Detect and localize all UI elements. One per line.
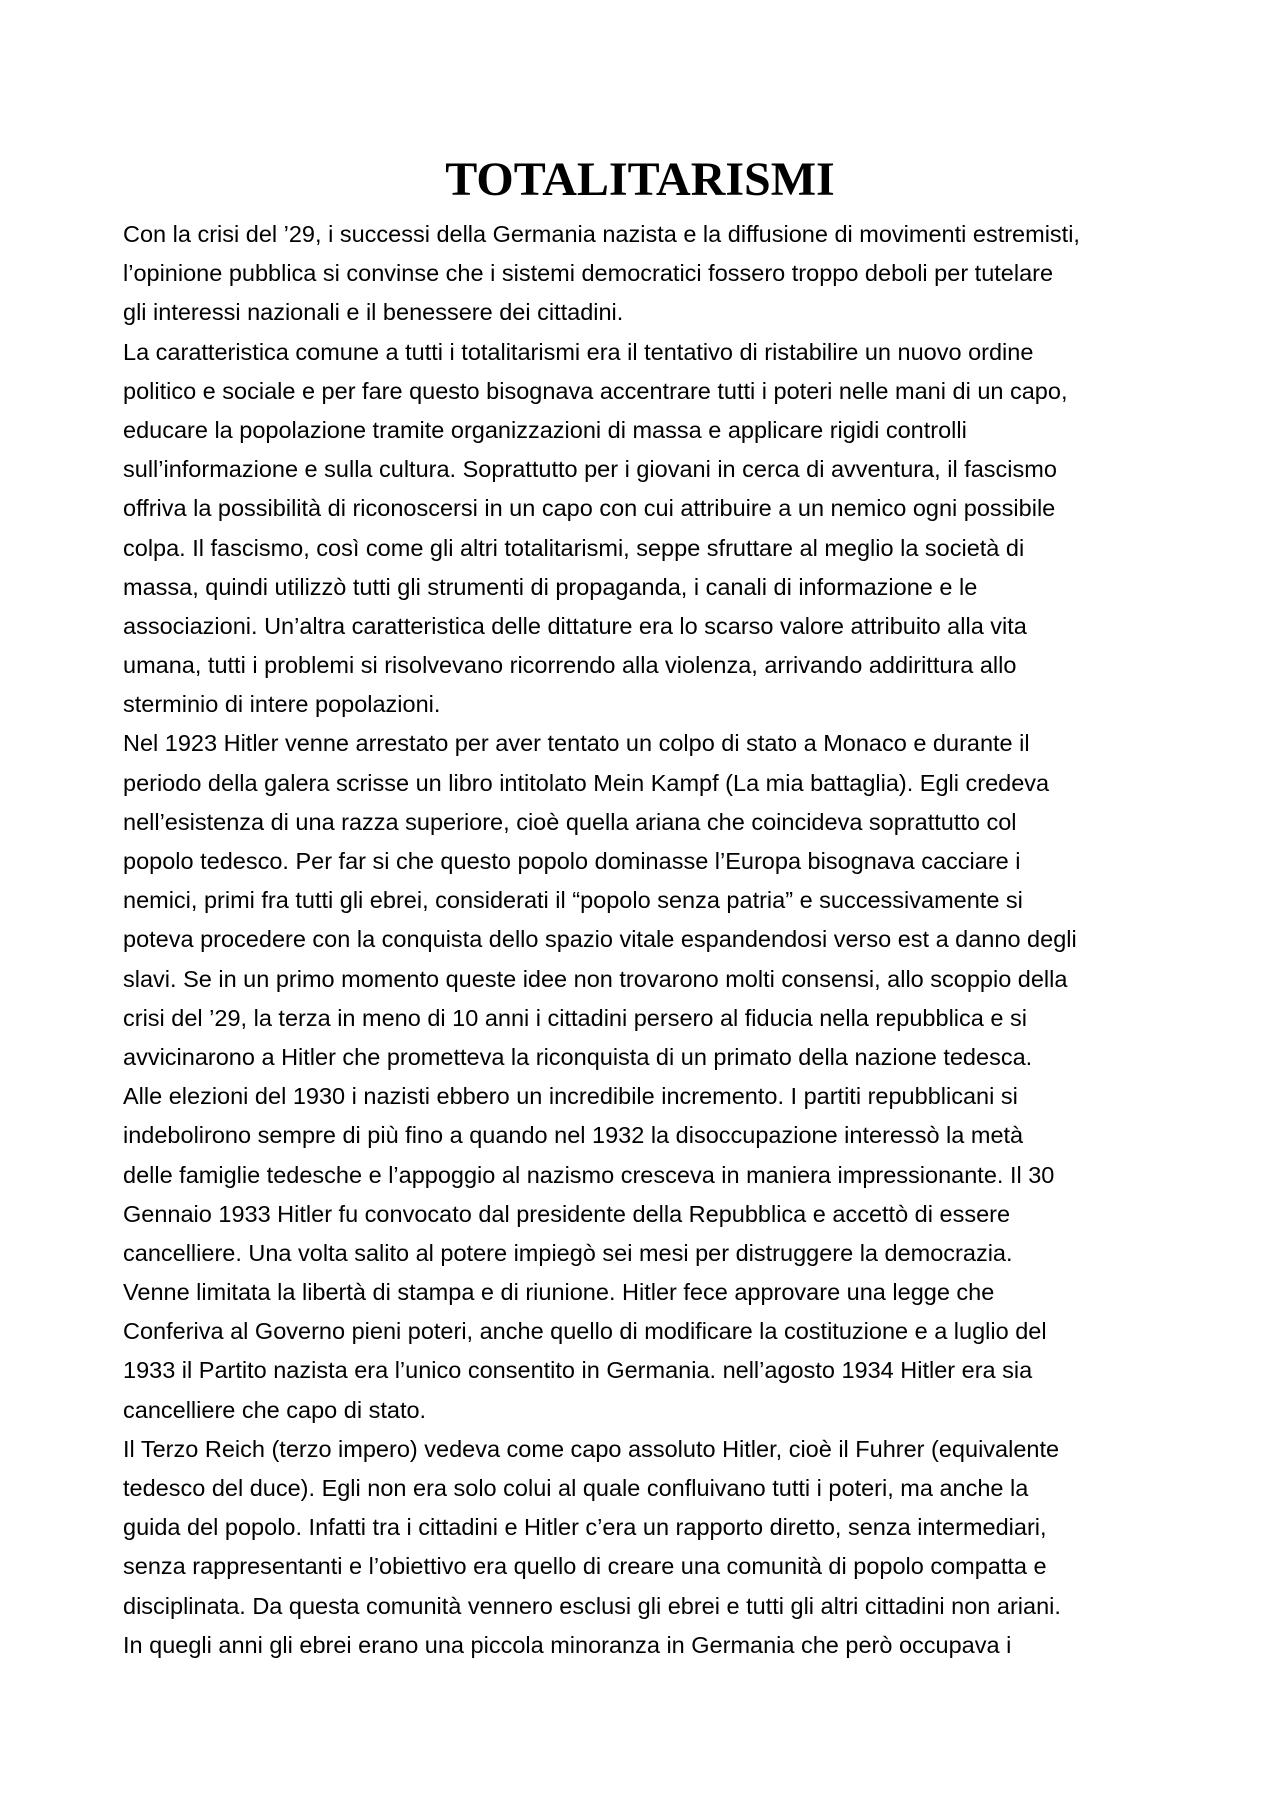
body-text [123, 215, 1168, 1665]
text-line: La caratteristica comune a tutti i totalitarismi era il tentativo di ristabilire un nuovo ordine [123, 338, 1034, 365]
text-line: sull’informazione e sulla cultura. Soprattutto per i giovani in cerca di avventura, il fascismo [123, 456, 1057, 483]
text-line: tedesco del duce). Egli non era solo colui al quale confluivano tutti i poteri, ma anche la [123, 1475, 1029, 1501]
page-title: TOTALITARISMI [445, 153, 835, 206]
text-line: politico e sociale e per fare questo bisognava accentrare tutti i poteri nelle mani di un capo, [123, 377, 1068, 404]
text-line: Alle elezioni del 1930 i nazisti ebbero un incredibile incremento. I partiti repubblicani si [123, 1083, 1018, 1110]
text-line: disciplinata. Da questa comunità vennero esclusi gli ebrei e tutti gli altri cittadini non ariani. [123, 1592, 1061, 1619]
text-line: colpa. Il fascismo, così come gli altri totalitarismi, seppe sfruttare al meglio la società di [123, 534, 1025, 561]
text-line: Il Terzo Reich (terzo impero) vedeva come capo assoluto Hitler, cioè il Fuhrer (equivalente [123, 1435, 1060, 1462]
text-line: Con la crisi del ’29, i successi della Germania nazista e la diffusione di movimenti estremisti, [123, 221, 1080, 247]
text-line: Gennaio 1933 Hitler fu convocato dal presidente della Repubblica e accettò di essere [123, 1200, 1011, 1227]
text-line: In quegli anni gli ebrei erano una piccola minoranza in Germania che però occupava i [123, 1631, 1012, 1658]
text-line: delle famiglie tedesche e l’appoggio al nazismo cresceva in maniera impressionante. Il 30 [123, 1161, 1055, 1188]
text-line: senza rappresentanti e l’obiettivo era quello di creare una comunità di popolo compatta e [123, 1553, 1047, 1580]
text-line: offriva la possibilità di riconoscersi in un capo con cui attribuire a un nemico ogni possibile [123, 495, 1056, 522]
text-line: popolo tedesco. Per far si che questo popolo dominasse l’Europa bisognava cacciare i [123, 848, 1021, 874]
text-line: Nel 1923 Hitler venne arrestato per aver tentato un colpo di stato a Monaco e durante il [123, 730, 1030, 757]
text-line: associazioni. Un’altra caratteristica delle dittature era lo scarso valore attribuito alla vita [123, 612, 1027, 639]
text-line: l’opinione pubblica si convinse che i sistemi democratici fossero troppo deboli per tutelare [123, 260, 1054, 287]
text-line: poteva procedere con la conquista dello spazio vitale espandendosi verso est a danno degli [123, 926, 1077, 953]
text-line: periodo della galera scrisse un libro intitolato Mein Kampf (La mia battaglia). Egli credeva [123, 769, 1050, 796]
text-line: massa, quindi utilizzò tutti gli strumenti di propaganda, i canali di informazione e le [123, 573, 978, 600]
text-line: nemici, primi fra tutti gli ebrei, considerati il “popolo senza patria” e successivamente si [123, 887, 1023, 914]
text-line: cancelliere che capo di stato. [123, 1396, 427, 1423]
text-line: umana, tutti i problemi si risolvevano ricorrendo alla violenza, arrivando addirittura allo [123, 652, 1017, 679]
text-line: 1933 il Partito nazista era l’unico consentito in Germania. nell’agosto 1934 Hitler era sia [123, 1357, 1033, 1384]
text-line: Conferiva al Governo pieni poteri, anche quello di modificare la costituzione e a luglio del [123, 1318, 1047, 1345]
text-line: indebolirono sempre di più fino a quando nel 1932 la disoccupazione interessò la metà [123, 1122, 1024, 1149]
text-line: guida del popolo. Infatti tra i cittadini e Hitler c’era un rapporto diretto, senza intermediari, [123, 1514, 1047, 1541]
text-line: educare la popolazione tramite organizzazioni di massa e applicare rigidi controlli [123, 416, 967, 443]
text-line: sterminio di intere popolazioni. [123, 691, 441, 718]
text-line: avvicinarono a Hitler che prometteva la riconquista di un primato della nazione tedesca. [123, 1043, 1033, 1070]
text-line: Venne limitata la libertà di stampa e di riunione. Hitler fece approvare una legge che [123, 1279, 995, 1306]
text-line: slavi. Se in un primo momento queste idee non trovarono molti consensi, allo scoppio della [123, 965, 1068, 992]
text-line: nell’esistenza di una razza superiore, cioè quella ariana che coincideva soprattutto col [123, 808, 1017, 835]
text-line: gli interessi nazionali e il benessere dei cittadini. [123, 299, 624, 326]
text-line: cancelliere. Una volta salito al potere impiegò sei mesi per distruggere la democrazia. [123, 1239, 1013, 1266]
text-line: crisi del ’29, la terza in meno di 10 anni i cittadini persero al fiducia nella repubblica e si [123, 1004, 1027, 1031]
